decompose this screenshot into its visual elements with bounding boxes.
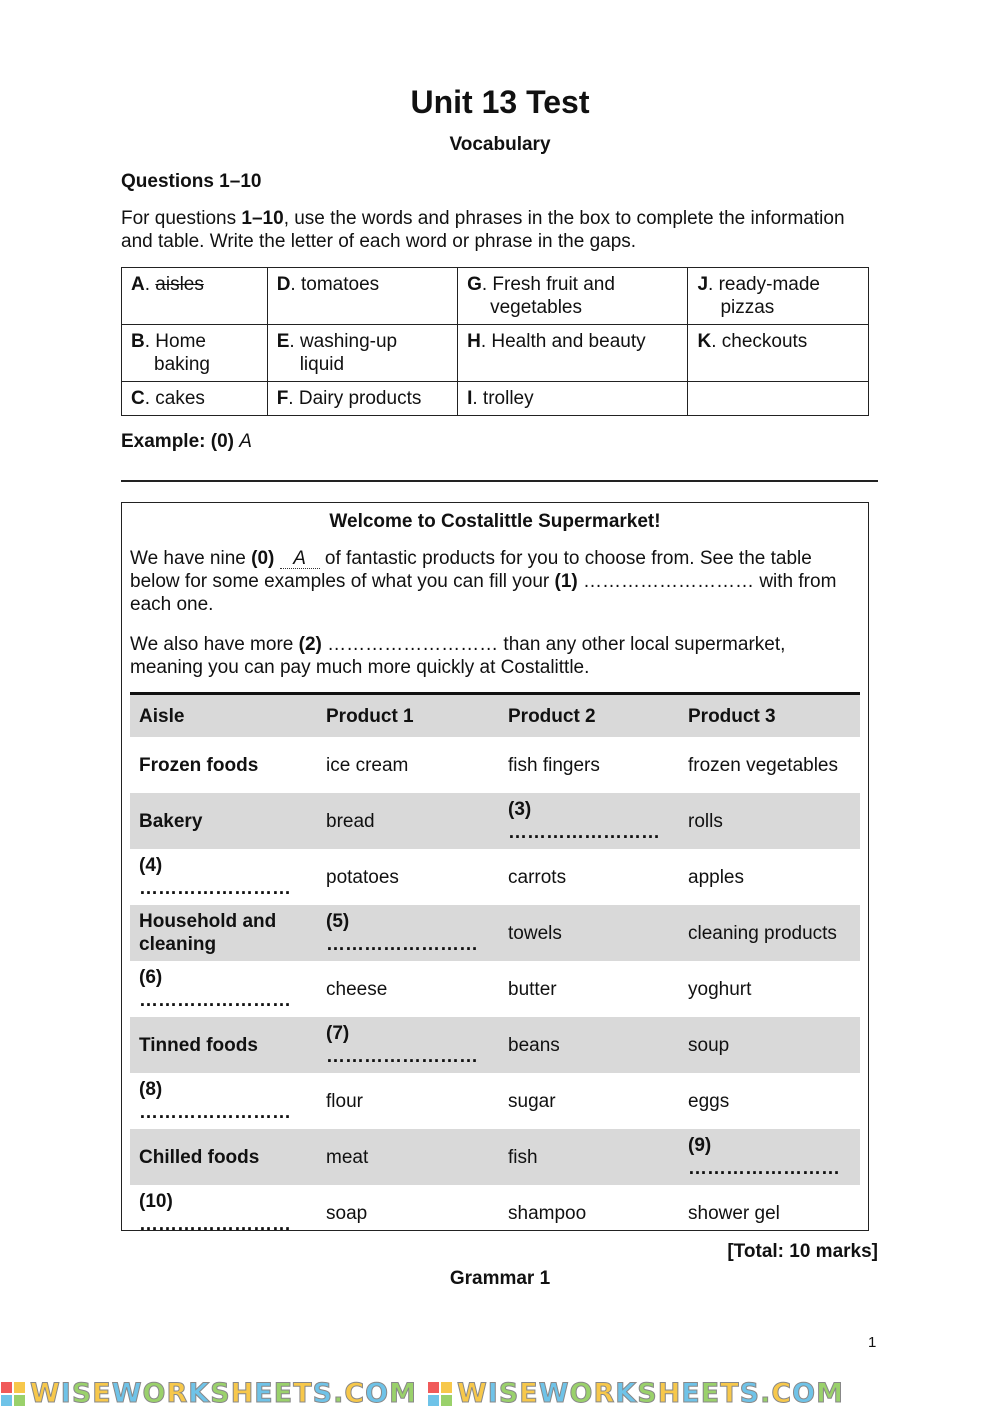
instruction-text-rest: , use the words and phrases in the box to complete the information and table. Write the letter of each word or phrase in the gaps. <box>121 208 845 252</box>
table-cell <box>130 1017 317 1073</box>
word-box-row <box>122 268 869 325</box>
table-row <box>130 793 860 849</box>
gap-0-answer: A <box>280 550 320 569</box>
gap-number[interactable]: (7) <box>326 1023 350 1044</box>
product-name: soup <box>688 1034 730 1056</box>
word-box-cell: D. tomatoes <box>267 268 457 325</box>
product-name: butter <box>508 978 557 1000</box>
word-box-cell: E. washing-up liquid <box>267 325 457 382</box>
table-row <box>130 961 860 1017</box>
table-cell <box>317 1185 499 1241</box>
product-name: rolls <box>688 810 723 832</box>
option-letter: J <box>697 274 709 295</box>
section-title: Vocabulary <box>449 134 551 155</box>
word-box-cell: J. ready-made pizzas <box>688 268 869 325</box>
option-text: Health and beauty <box>491 331 646 352</box>
table-cell <box>130 961 317 1017</box>
aisle-name: Bakery <box>139 810 203 832</box>
total-marks: [Total: 10 marks] <box>727 1241 878 1262</box>
table-row <box>130 849 860 905</box>
p1-text-2: of fantastic products for you to choose from. See the table below for some examples of what you can fill your <box>130 548 812 592</box>
table-cell <box>499 905 679 961</box>
table-cell <box>499 737 679 793</box>
product-name: potatoes <box>326 866 399 888</box>
table-cell <box>679 961 860 1017</box>
table-cell <box>130 1185 317 1241</box>
option-letter: I <box>467 388 473 409</box>
option-letter: C <box>131 388 145 409</box>
word-box <box>121 267 869 416</box>
table-cell <box>679 793 860 849</box>
product-name: apples <box>688 866 744 888</box>
gap-dots[interactable]: …………………… <box>326 1046 478 1067</box>
table-cell <box>317 1073 499 1129</box>
option-letter: K <box>697 331 712 352</box>
questions-heading: Questions 1–10 <box>121 171 262 192</box>
product-name: ice cream <box>326 754 409 776</box>
gap-0-number: (0) <box>251 548 275 569</box>
aisle-name: Tinned foods <box>139 1034 258 1056</box>
product-name: towels <box>508 922 562 944</box>
header-aisle: Aisle <box>130 694 317 738</box>
table-cell <box>317 737 499 793</box>
gap-number[interactable]: (8) <box>139 1079 163 1100</box>
option-text: Dairy products <box>298 388 422 409</box>
product-name: yoghurt <box>688 978 752 1000</box>
p2-text-2: ……………………… than any other local supermarket, meaning you can pay much more quickly at Costalittle. <box>130 634 786 678</box>
table-cell <box>317 905 499 961</box>
table-cell <box>679 1073 860 1129</box>
table-cell <box>679 737 860 793</box>
instruction-range: 1–10 <box>241 208 284 229</box>
word-box-cell: B. Home baking <box>122 325 268 382</box>
table-cell <box>317 849 499 905</box>
option-letter: E <box>276 331 290 352</box>
word-box-cell <box>688 382 869 416</box>
p2-text: We also have more <box>130 634 299 655</box>
word-box-cell: H. Health and beauty <box>458 325 688 382</box>
option-text: Home <box>155 331 206 352</box>
gap-number[interactable]: (4) <box>139 855 163 876</box>
watermark-text: WISEWORKSHEETS.COM <box>457 1378 844 1409</box>
product-name: fish <box>508 1146 538 1168</box>
product-table-header <box>130 694 860 738</box>
gap-dots[interactable]: …………………… <box>326 934 478 955</box>
product-name: beans <box>508 1034 560 1056</box>
option-text: tomatoes <box>300 274 380 295</box>
option-letter: G <box>467 274 482 295</box>
header-product-3: Product 3 <box>679 694 860 738</box>
watermark-logo-icon <box>0 1381 26 1407</box>
watermark-logo-icon <box>427 1381 453 1407</box>
table-row <box>130 1185 860 1241</box>
gap-dots[interactable]: …………………… <box>139 1102 291 1123</box>
word-box-cell: F. Dairy products <box>267 382 457 416</box>
example-label: Example: (0) <box>121 431 234 452</box>
gap-dots[interactable]: …………………… <box>139 990 291 1011</box>
table-cell <box>499 961 679 1017</box>
box-heading: Welcome to Costalittle Supermarket! <box>329 511 661 532</box>
product-name: shower gel <box>688 1202 780 1224</box>
example-line <box>121 431 252 453</box>
product-name: soap <box>326 1202 368 1224</box>
word-box-cell: G. Fresh fruit and vegetables <box>458 268 688 325</box>
option-text: trolley <box>482 388 534 409</box>
table-cell <box>317 1129 499 1185</box>
option-text: aisles <box>155 274 204 295</box>
gap-dots[interactable]: …………………… <box>688 1158 840 1179</box>
divider <box>121 480 878 482</box>
option-text-cont: liquid <box>299 354 345 375</box>
example-answer: A <box>239 431 252 452</box>
product-name: fish fingers <box>508 754 600 776</box>
word-box-row <box>122 382 869 416</box>
option-text: Fresh fruit and <box>492 274 615 295</box>
aisle-name: Frozen foods <box>139 754 259 776</box>
p1-text: We have nine <box>130 548 252 569</box>
paragraph-1 <box>130 547 860 616</box>
table-cell <box>499 1129 679 1185</box>
aisle-name: Household and cleaning <box>139 911 277 955</box>
gap-number[interactable]: (5) <box>326 911 350 932</box>
product-name: cleaning products <box>688 922 837 944</box>
option-text-cont: vegetables <box>490 297 582 318</box>
option-text: washing-up <box>299 331 398 352</box>
product-name: shampoo <box>508 1202 587 1224</box>
table-row <box>130 1073 860 1129</box>
gap-dots[interactable]: …………………… <box>139 878 291 899</box>
product-table <box>130 692 860 1241</box>
option-text-cont: pizzas <box>720 297 775 318</box>
product-name: sugar <box>508 1090 556 1112</box>
table-cell <box>130 793 317 849</box>
product-name: carrots <box>508 866 567 888</box>
option-text-cont: baking <box>154 354 210 375</box>
table-cell <box>317 961 499 1017</box>
gap-number[interactable]: (6) <box>139 967 163 988</box>
table-cell <box>499 1017 679 1073</box>
word-box-row <box>122 325 869 382</box>
table-cell <box>499 849 679 905</box>
instructions <box>121 207 861 253</box>
table-cell <box>499 1073 679 1129</box>
option-letter: D <box>276 274 291 295</box>
table-cell <box>679 849 860 905</box>
table-cell <box>679 1017 860 1073</box>
gap-number[interactable]: (9) <box>688 1135 712 1156</box>
gap-1-number[interactable]: (1) <box>554 571 578 592</box>
option-letter: A <box>131 274 145 295</box>
word-box-cell: K. checkouts <box>688 325 869 382</box>
table-cell <box>130 849 317 905</box>
table-row <box>130 1017 860 1073</box>
gap-dots[interactable]: …………………… <box>508 822 660 843</box>
page-title: Unit 13 Test <box>410 84 590 120</box>
aisle-name: Chilled foods <box>139 1146 260 1168</box>
watermark-text: WISEWORKSHEETS.COM <box>30 1378 417 1409</box>
option-text: cakes <box>155 388 205 409</box>
product-name: eggs <box>688 1090 730 1112</box>
option-letter: B <box>131 331 145 352</box>
gap-2-number[interactable]: (2) <box>298 634 322 655</box>
table-row <box>130 737 860 793</box>
product-name: cheese <box>326 978 388 1000</box>
table-row <box>130 1129 860 1185</box>
page-number: 1 <box>868 1334 877 1351</box>
table-cell <box>679 1185 860 1241</box>
option-letter: H <box>467 331 481 352</box>
table-cell <box>130 1129 317 1185</box>
product-name: flour <box>326 1090 363 1112</box>
gap-dots[interactable]: …………………… <box>139 1214 291 1235</box>
header-product-1: Product 1 <box>317 694 499 738</box>
word-box-cell: C. cakes <box>122 382 268 416</box>
product-name: frozen vegetables <box>688 754 838 776</box>
p1-text-3: ……………………… with from each one. <box>130 571 837 615</box>
gap-number[interactable]: (10) <box>139 1191 173 1212</box>
table-row <box>130 905 860 961</box>
table-cell <box>499 1185 679 1241</box>
word-box-cell: I. trolley <box>458 382 688 416</box>
word-box-cell: A. aisles <box>122 268 268 325</box>
watermark-unit <box>0 1378 417 1409</box>
table-cell <box>679 905 860 961</box>
option-letter: F <box>276 388 289 409</box>
table-cell <box>130 1073 317 1129</box>
gap-number[interactable]: (3) <box>508 799 532 820</box>
watermark-unit <box>427 1378 844 1409</box>
product-name: meat <box>326 1146 369 1168</box>
paragraph-2 <box>130 633 860 679</box>
table-cell <box>499 793 679 849</box>
table-cell <box>679 1129 860 1185</box>
table-cell <box>130 905 317 961</box>
option-text: ready-made <box>718 274 820 295</box>
product-name: bread <box>326 810 375 832</box>
table-cell <box>317 793 499 849</box>
instruction-text: For questions <box>121 208 242 229</box>
table-cell <box>130 737 317 793</box>
next-section-title: Grammar 1 <box>449 1268 551 1289</box>
table-cell <box>317 1017 499 1073</box>
option-text: checkouts <box>721 331 808 352</box>
watermark-banner <box>0 1378 1000 1413</box>
header-product-2: Product 2 <box>499 694 679 738</box>
